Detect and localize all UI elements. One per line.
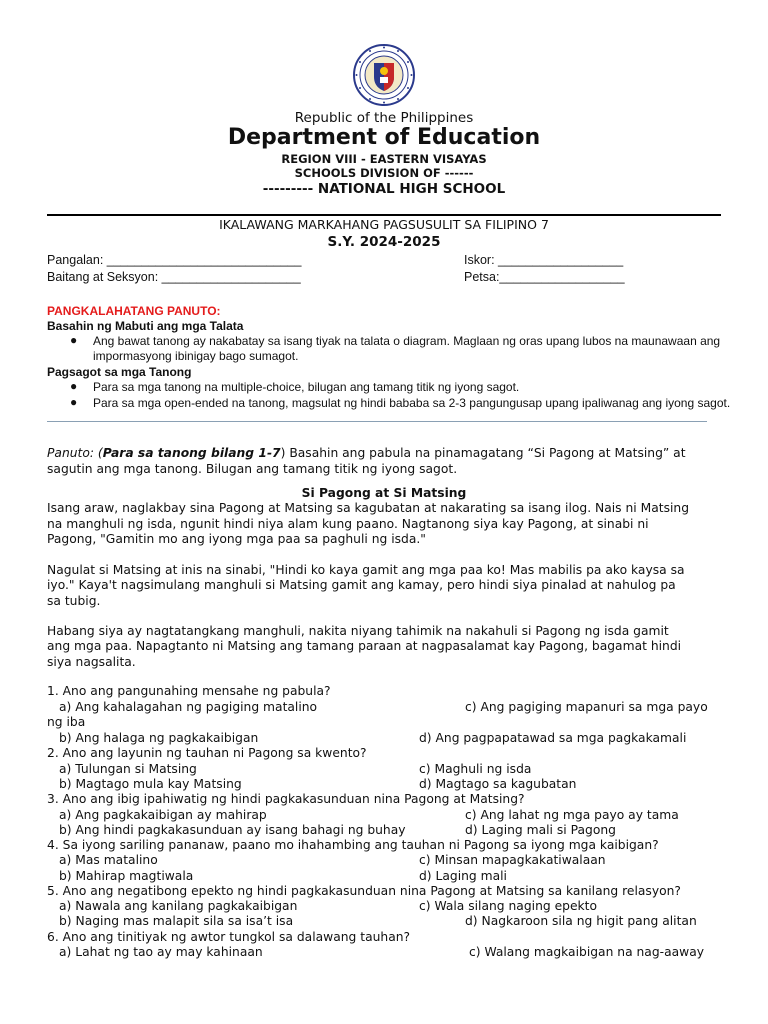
story-line: sa tubig. bbox=[47, 594, 101, 608]
story-line: iyo." Kaya't nagsimulang manghuli si Matsing gamit ang kamay, pero hindi siya pinalad at nahulog pa bbox=[47, 578, 676, 592]
read-bullet-line2: impormasyong ibinigay bago sumagot. bbox=[93, 349, 299, 363]
choice-option[interactable]: d) Ang pagpapatawad sa mga pagkakamali bbox=[419, 731, 687, 745]
choice-option[interactable]: b) Magtago mula kay Matsing bbox=[59, 777, 242, 791]
story-title: Si Pagong at Si Matsing bbox=[301, 486, 467, 500]
answer-bullet: Para sa mga tanong na multiple-choice, bilugan ang tamang titik ng iyong sagot. bbox=[93, 380, 520, 394]
choice-option[interactable]: d) Magtago sa kagubatan bbox=[419, 777, 577, 791]
read-bullet-line1: Ang bawat tanong ay nakabatay sa isang tiyak na talata o diagram. Maglaan ng oras upang lubos na maunawaan ang bbox=[93, 334, 721, 348]
department-heading: Department of Education bbox=[227, 125, 541, 150]
answer-bullet: Para sa mga open-ended na tanong, magsulat ng hindi bababa sa 2-3 pangungusap upang ipaliwanag ang iyong sagot. bbox=[93, 396, 731, 410]
bullet-icon: ● bbox=[70, 395, 78, 409]
choice-option[interactable]: c) Walang magkaibigan na nag-aaway bbox=[469, 945, 705, 959]
question-text: 2. Ano ang layunin ng tauhan ni Pagong sa kwento? bbox=[47, 746, 367, 760]
question-text: 6. Ano ang tinitiyak ng awtor tungkol sa dalawang tauhan? bbox=[47, 930, 411, 944]
choice-option[interactable]: c) Wala silang naging epekto bbox=[419, 899, 597, 913]
choice-option[interactable]: b) Ang hindi pagkakasunduan ay isang bahagi ng buhay bbox=[59, 823, 406, 837]
region-heading: REGION VIII - EASTERN VISAYAS bbox=[281, 152, 487, 166]
panuto-rest: ) Basahin ang pabula na pinamagatang “Si Pagong at Matsing” at bbox=[280, 446, 686, 460]
story-line: na manghuli ng isda, ngunit hindi niya alam kung paano. Nagtanong siya kay Pagong, at sinabi ni bbox=[47, 517, 649, 531]
exam-title: IKALAWANG MARKAHANG PAGSUSULIT SA FILIPINO 7 bbox=[219, 217, 549, 232]
school-heading: --------- NATIONAL HIGH SCHOOL bbox=[262, 181, 506, 197]
choice-continuation: ng iba bbox=[47, 715, 86, 729]
republic-heading: Republic of the Philippines bbox=[294, 110, 474, 126]
question-text: 4. Sa iyong sariling pananaw, paano mo ihahambing ang tauhan ni Pagong sa iyong mga kaibigan? bbox=[47, 838, 659, 852]
story-line: Nagulat si Matsing at inis na sinabi, "Hindi ko kaya gamit ang mga paa ko! Mas mabilis pa ako kaysa sa bbox=[47, 563, 685, 577]
story-line: Habang siya ay nagtatangkang manghuli, nakita niyang tahimik na nakahuli si Pagong ng isda gamit bbox=[47, 624, 669, 638]
division-heading: SCHOOLS DIVISION OF ------ bbox=[294, 166, 474, 180]
choice-option[interactable]: b) Naging mas malapit sila sa isa’t isa bbox=[59, 914, 294, 928]
choice-option[interactable]: c) Ang pagiging mapanuri sa mga payo bbox=[465, 700, 708, 714]
header-divider bbox=[47, 214, 721, 216]
question-text: 1. Ano ang pangunahing mensahe ng pabula? bbox=[47, 684, 331, 698]
bullet-icon: ● bbox=[70, 379, 78, 393]
choice-option[interactable]: c) Minsan mapagkakatiwalaan bbox=[419, 853, 606, 867]
choice-option[interactable]: a) Nawala ang kanilang pagkakaibigan bbox=[59, 899, 298, 913]
story-line: siya nagsalita. bbox=[47, 655, 136, 669]
score-field[interactable]: Iskor: __________________ bbox=[464, 253, 624, 267]
choice-option[interactable]: a) Ang kahalagahan ng pagiging matalino bbox=[59, 700, 318, 714]
date-field[interactable]: Petsa:__________________ bbox=[464, 270, 625, 284]
grade-section-field[interactable]: Baitang at Seksyon: ____________________ bbox=[47, 270, 301, 284]
question-text: 5. Ano ang negatibong epekto ng hindi pagkakasunduan nina Pagong at Matsing sa kanilang relasyon? bbox=[47, 884, 681, 898]
panuto-label: Panuto: ( bbox=[47, 446, 103, 460]
panuto-line2: sagutin ang mga tanong. Bilugan ang tamang titik ng iyong sagot. bbox=[47, 462, 458, 476]
choice-option[interactable]: a) Mas matalino bbox=[59, 853, 158, 867]
panuto-line1 bbox=[47, 446, 727, 462]
question-text: 3. Ano ang ibig ipahiwatig ng hindi pagkakasunduan nina Pagong at Matsing? bbox=[47, 792, 525, 806]
choice-option[interactable]: c) Ang lahat ng mga payo ay tama bbox=[465, 808, 679, 822]
general-instructions-heading: PANGKALAHATANG PANUTO: bbox=[47, 304, 221, 318]
story-line: Isang araw, naglakbay sina Pagong at Matsing sa kagubatan at nakarating sa isang ilog. Nais ni Matsing bbox=[47, 501, 690, 515]
deped-seal-icon bbox=[352, 43, 416, 107]
choice-option[interactable]: a) Tulungan si Matsing bbox=[59, 762, 197, 776]
instructions-divider bbox=[47, 421, 707, 422]
name-field[interactable]: Pangalan: ____________________________ bbox=[47, 253, 302, 267]
choice-option[interactable]: a) Lahat ng tao ay may kahinaan bbox=[59, 945, 263, 959]
bullet-icon: ● bbox=[70, 333, 78, 347]
answer-heading: Pagsagot sa mga Tanong bbox=[47, 365, 192, 379]
school-year: S.Y. 2024-2025 bbox=[327, 234, 441, 250]
story-line: Pagong, "Gamitin mo ang iyong mga paa sa paghuli ng isda." bbox=[47, 532, 426, 546]
story-line: ang mga paa. Napagtanto ni Matsing ang tamang paraan at nagpasalamat kay Pagong, bagamat hindi bbox=[47, 639, 682, 653]
panuto-range: Para sa tanong bilang 1-7 bbox=[102, 446, 281, 460]
choice-option[interactable]: b) Ang halaga ng pagkakaibigan bbox=[59, 731, 259, 745]
choice-option[interactable]: b) Mahirap magtiwala bbox=[59, 869, 194, 883]
choice-option[interactable]: a) Ang pagkakaibigan ay mahirap bbox=[59, 808, 267, 822]
choice-option[interactable]: d) Laging mali si Pagong bbox=[465, 823, 616, 837]
choice-option[interactable]: c) Maghuli ng isda bbox=[419, 762, 532, 776]
read-heading: Basahin ng Mabuti ang mga Talata bbox=[47, 319, 244, 333]
choice-option[interactable]: d) Nagkaroon sila ng higit pang alitan bbox=[465, 914, 697, 928]
choice-option[interactable]: d) Laging mali bbox=[419, 869, 507, 883]
